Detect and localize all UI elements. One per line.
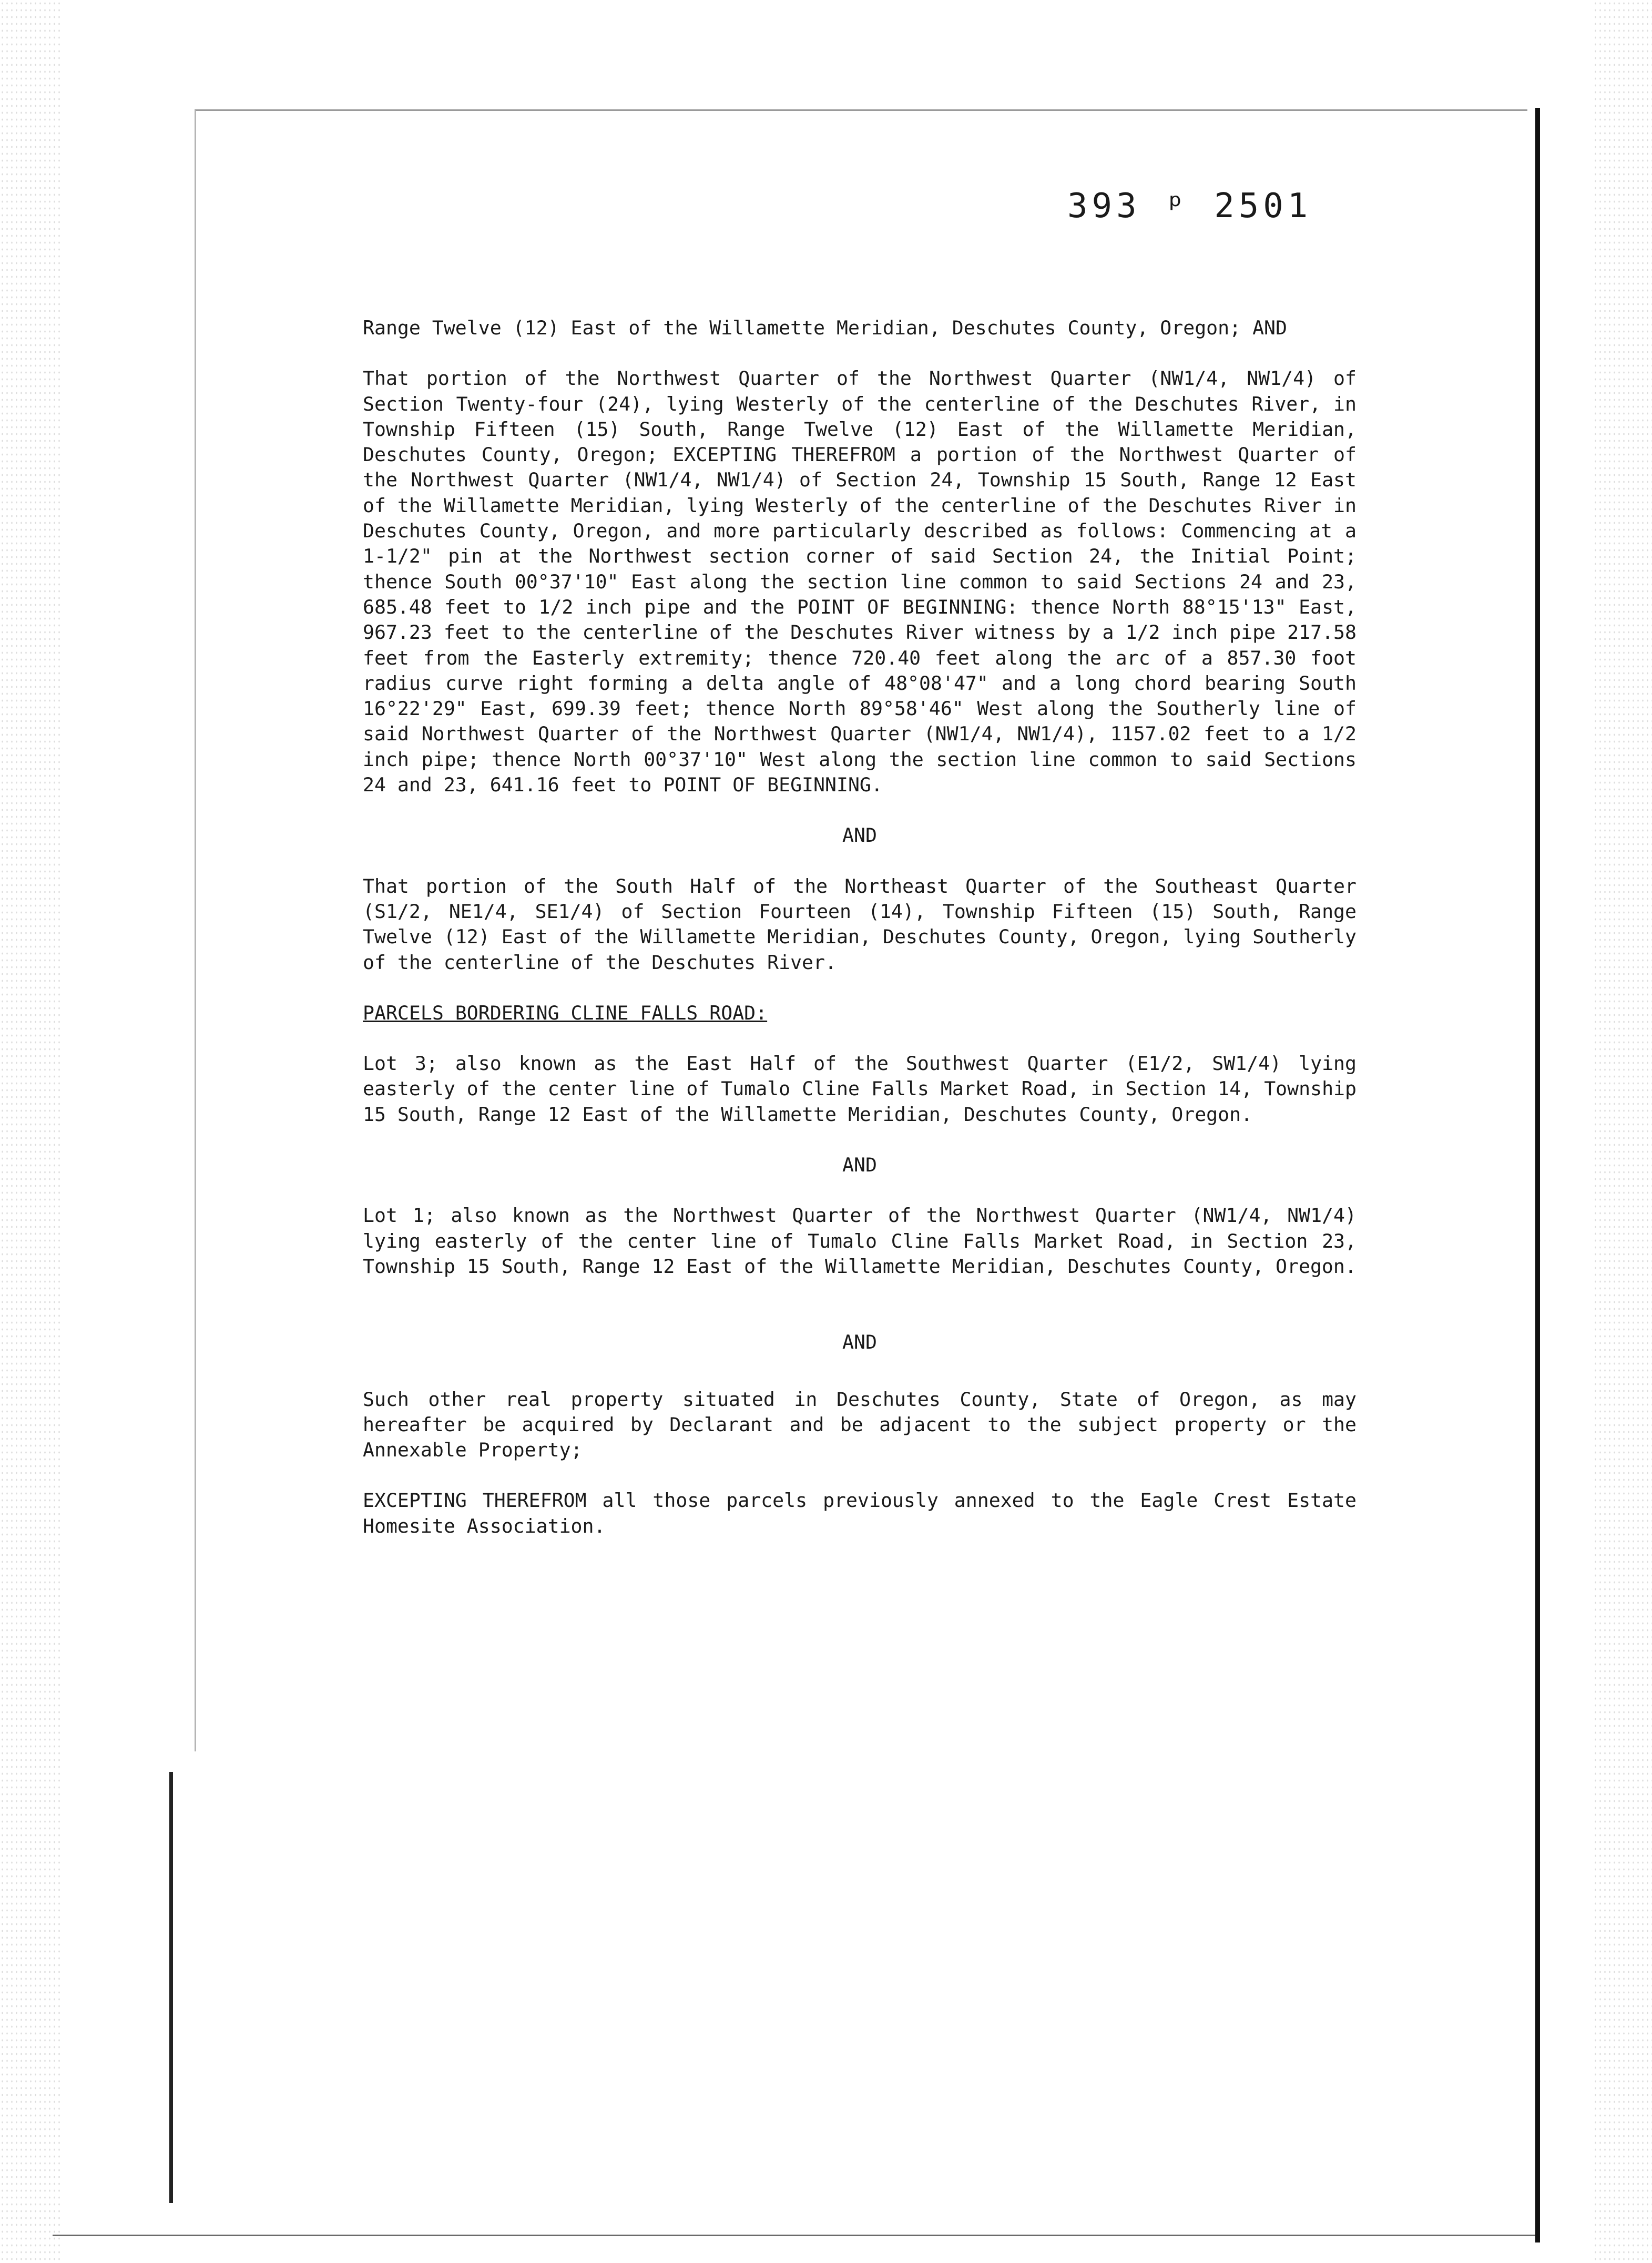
and-separator: AND bbox=[842, 824, 877, 847]
page-number: 393 ᵖ 2501 bbox=[1067, 187, 1312, 226]
and-separator: AND bbox=[842, 1331, 877, 1354]
paragraph-excepting: EXCEPTING THEREFROM all those parcels previously annexed to the Eagle Crest Estate Homesite Association. bbox=[363, 1489, 1357, 1537]
right-scan-noise bbox=[1593, 0, 1652, 2263]
paragraph-other-property: Such other real property situated in Deschutes County, State of Oregon, as may hereafter be acquired by Declarant and be adjacent to the subject property or the Annexable Property; bbox=[363, 1388, 1357, 1462]
paragraph-lot-1: Lot 1; also known as the Northwest Quarter of the Northwest Quarter (NW1/4, NW1/4) lying easterly of the center line of Tumalo Cline Falls Market Road, in Section 23, Township 15 South, Range 12 East of the Willamette Meridian, Deschutes County, Oregon. bbox=[363, 1204, 1357, 1278]
left-margin-rule bbox=[169, 1772, 173, 2203]
paragraph-range-twelve: Range Twelve (12) East of the Willamette Meridian, Deschutes County, Oregon; AND bbox=[363, 317, 1287, 339]
and-separator: AND bbox=[842, 1154, 877, 1177]
paragraph-nw-quarter-section-24: That portion of the Northwest Quarter of the Northwest Quarter (NW1/4, NW1/4) of Section Twenty-four (24), lying Westerly of the centerline of the Deschutes River, in Township Fifteen (15) South, Range Twelve (12) East of the Willamette Meridian, Deschutes County, Oregon; EXCEPTING THEREFROM a portion of the Northwest Quarter of the Northwest Quarter (NW1/4, NW1/4) of Section 24, Township 15 South, Range 12 East of the Willamette Meridian, lying Westerly of the centerline of the Deschutes River in Deschutes County, Oregon, and more particularly described as follows: Commencing at a 1-1/2" pin at the Northwest section corner of said Section 24, the Initial Point; thence South 00°37'10" East along the section line common to said Sections 24 and 23, 685.48 feet to 1/2 inch pipe and the POINT OF BEGINNING: thence North 88°15'13" East, 967.23 feet to the centerline of the Deschutes River witness by a 1/2 inch pipe 217.58 feet from the Easterly extremity; thence 720.40 feet along the arc of a 857.30 foot radius curve right forming a delta angle of 48°08'47" and a long chord bearing South 16°22'29" East, 699.39 feet; thence North 89°58'46" West along the Southerly line of said Northwest Quarter of the Northwest Quarter (NW1/4, NW1/4), 1157.02 feet to a 1/2 inch pipe; thence North 00°37'10" West along the section line common to said Sections 24 and 23, 641.16 feet to POINT OF BEGINNING. bbox=[363, 367, 1357, 797]
section-heading: PARCELS BORDERING CLINE FALLS ROAD: bbox=[363, 1001, 768, 1024]
paragraph-lot-3: Lot 3; also known as the East Half of the Southwest Quarter (E1/2, SW1/4) lying easterly of the center line of Tumalo Cline Falls Market Road, in Section 14, Township 15 South, Range 12 East of the Willamette Meridian, Deschutes County, Oregon. bbox=[363, 1052, 1357, 1126]
right-margin-rule bbox=[1535, 108, 1540, 2242]
paragraph-south-half-section-14: That portion of the South Half of the Northeast Quarter of the Southeast Quarter (S1/2, NE1/4, SE1/4) of Section Fourteen (14), Township Fifteen (15) South, Range Twelve (12) East of the Willamette Meridian, Deschutes County, Oregon, lying Southerly of the centerline of the Deschutes River. bbox=[363, 874, 1357, 974]
bottom-edge-rule bbox=[53, 2235, 1535, 2236]
legal-description bbox=[363, 315, 1357, 1539]
left-scan-noise bbox=[0, 0, 63, 2263]
